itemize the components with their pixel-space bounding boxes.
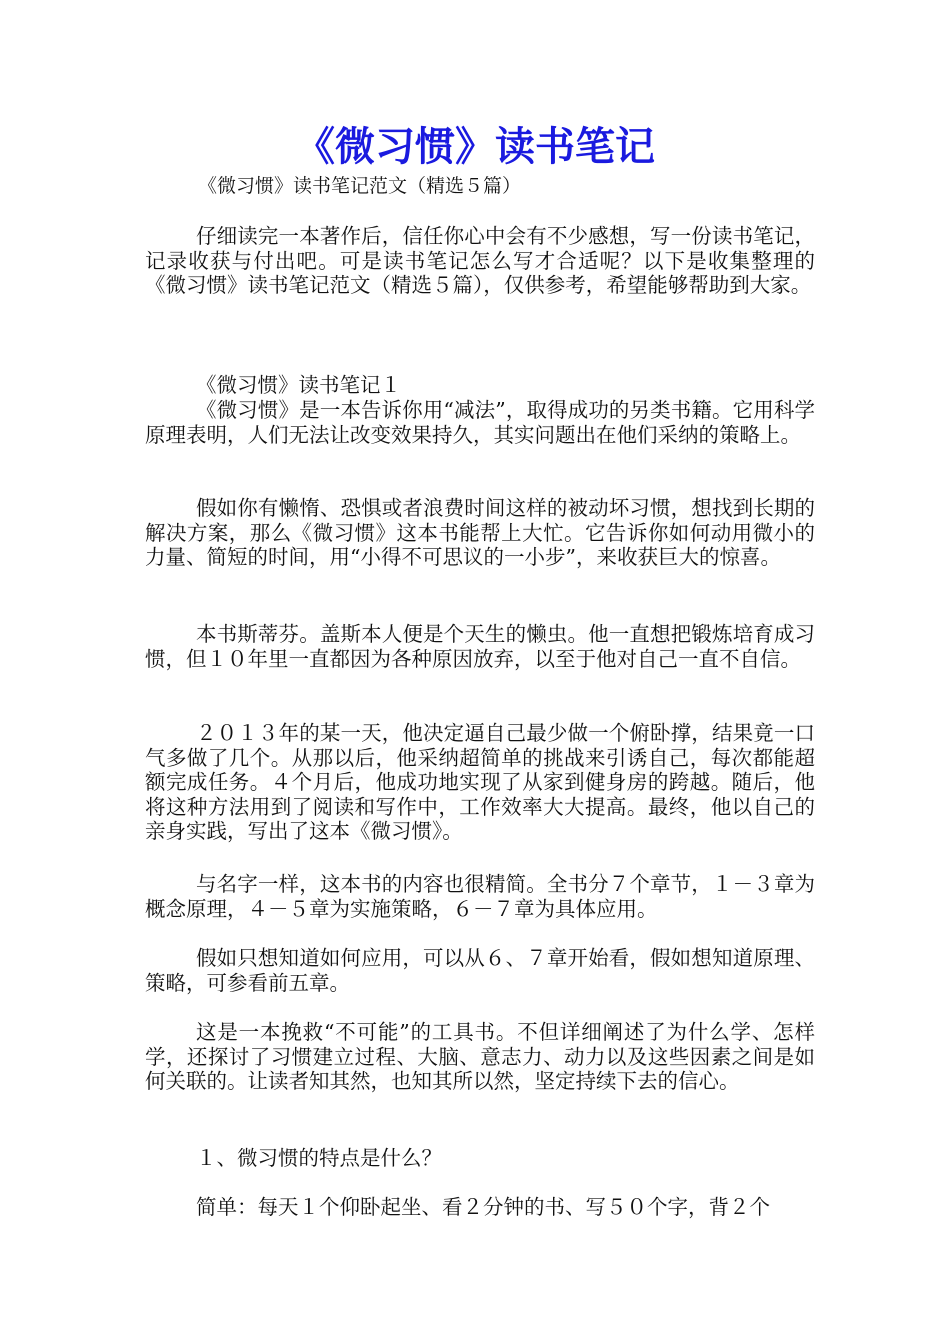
- body-paragraph: 《微习惯》是一本告诉你用“减法”，取得成功的另类书籍。它用科学原理表明，人们无法让改变效果持久，其实问题出在他们采纳的策略上。: [145, 398, 815, 447]
- section-heading-1: 《微习惯》读书笔记１: [196, 373, 401, 397]
- intro-paragraph: 仔细读完一本著作后，信任你心中会有不少感想，写一份读书笔记，记录收获与付出吧。可是读书笔记怎么写才合适呢？以下是收集整理的《微习惯》读书笔记范文（精选５篇），仅供参考，希望能够帮助到大家。: [145, 224, 815, 298]
- body-paragraph: 本书斯蒂芬。盖斯本人便是个天生的懒虫。他一直想把锻炼培育成习惯，但１０年里一直都因为各种原因放弃，以至于他对自己一直不自信。: [145, 622, 815, 671]
- body-paragraph: 这是一本挽救“不可能”的工具书。不但详细阐述了为什么学、怎样学，还探讨了习惯建立过程、大脑、意志力、动力以及这些因素之间是如何关联的。让读者知其然，也知其所以然，坚定持续下去的信心。: [145, 1020, 815, 1094]
- body-paragraph: 简单：每天１个仰卧起坐、看２分钟的书、写５０个字，背２个: [196, 1195, 770, 1219]
- body-paragraph: 与名字一样，这本书的内容也很精简。全书分７个章节，１－３章为概念原理，４－５章为实施策略，６－７章为具体应用。: [145, 872, 815, 921]
- body-paragraph: 假如你有懒惰、恐惧或者浪费时间这样的被动坏习惯，想找到长期的解决方案，那么《微习惯》这本书能帮上大忙。它告诉你如何动用微小的力量、简短的时间，用“小得不可思议的一小步”，来收获巨大的惊喜。: [145, 496, 815, 570]
- document-subtitle: 《微习惯》读书笔记范文（精选５篇）: [198, 175, 522, 197]
- body-paragraph: ２０１３年的某一天，他决定逼自己最少做一个俯卧撑，结果竟一口气多做了几个。从那以后，他采纳超简单的挑战来引诱自己，每次都能超额完成任务。４个月后，他成功地实现了从家到健身房的跨越。随后，他将这种方法用到了阅读和写作中，工作效率大大提高。最终，他以自己的亲身实践，写出了这本《微习惯》。: [145, 721, 815, 844]
- question-heading: １、微习惯的特点是什么？: [196, 1146, 442, 1170]
- document-title: 《微习惯》读书笔记: [295, 124, 655, 170]
- body-paragraph: 假如只想知道如何应用，可以从６、７章开始看，假如想知道原理、策略，可参看前五章。: [145, 946, 815, 995]
